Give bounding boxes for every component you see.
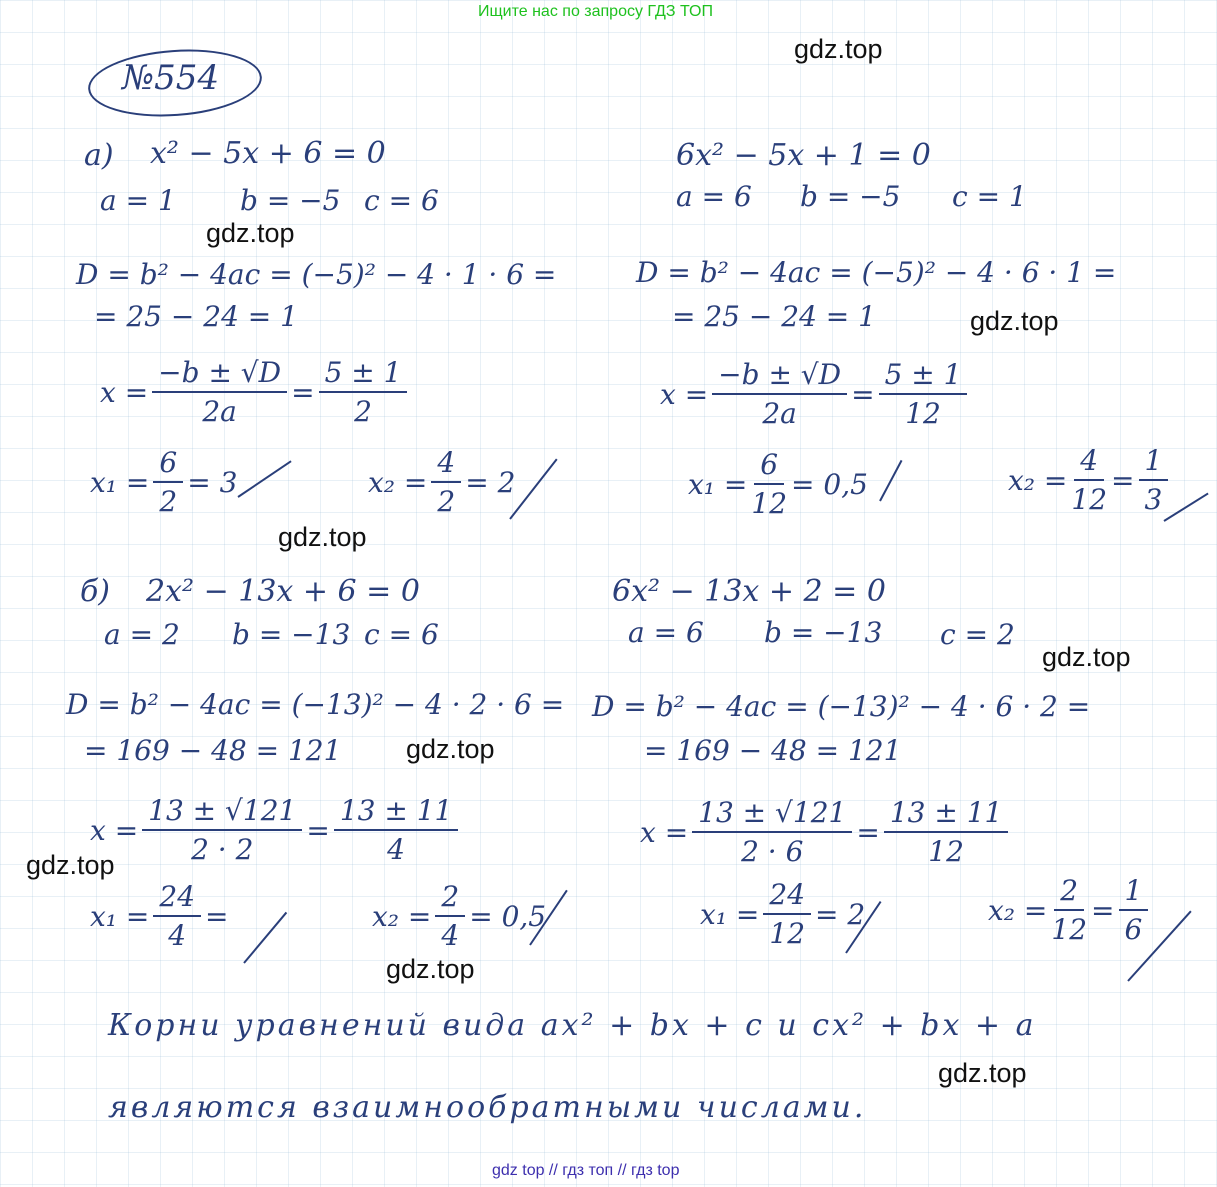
numerator: 2	[435, 880, 465, 917]
x-prefix: x =	[660, 377, 709, 411]
watermark: gdz.top	[938, 1058, 1027, 1088]
x1-value: =	[205, 899, 229, 933]
b-right-root-1	[700, 878, 865, 950]
b-right-discriminant: D = b² − 4ac = (−13)² − 4 · 6 · 2 =	[592, 690, 1091, 723]
denominator: 2	[354, 395, 372, 428]
fraction	[712, 358, 847, 430]
denominator: 2 · 2	[191, 833, 254, 866]
numerator: 5 ± 1	[319, 356, 408, 393]
x1-prefix: x₁ =	[90, 899, 150, 933]
equals: =	[291, 375, 315, 409]
fraction	[884, 796, 1009, 868]
check-stroke	[509, 458, 557, 519]
a-right-roots-formula	[660, 358, 971, 430]
denominator: 12	[905, 397, 941, 430]
x2-prefix: x₂ =	[372, 899, 432, 933]
b-right-coef-a: a = 6	[628, 616, 704, 649]
a-left-coef-b: b = −5	[240, 184, 341, 217]
numerator: 13 ± 11	[334, 794, 459, 831]
x1-value: = 3	[187, 465, 238, 499]
numerator: 5 ± 1	[879, 358, 968, 395]
equals: =	[306, 813, 330, 847]
numerator: 2	[1054, 874, 1084, 911]
a-right-discriminant: D = b² − 4ac = (−5)² − 4 · 6 · 1 =	[636, 256, 1117, 289]
equals: =	[1111, 463, 1135, 497]
denominator: 2	[159, 485, 178, 518]
numerator: 6	[754, 448, 784, 485]
equals: =	[1091, 893, 1115, 927]
x2-prefix: x₂ =	[1008, 463, 1068, 497]
numerator: 13 ± √121	[692, 796, 852, 833]
check-stroke	[237, 460, 291, 497]
denominator: 12	[769, 917, 806, 950]
a-right-root-2	[1008, 444, 1172, 516]
fraction	[319, 356, 408, 428]
check-stroke	[243, 912, 287, 964]
fraction	[142, 794, 302, 866]
denominator: 6	[1124, 913, 1143, 946]
b-left-coef-c: c = 6	[364, 618, 439, 651]
a-right-coef-b: b = −5	[800, 180, 901, 213]
fraction	[1119, 874, 1149, 946]
fraction	[152, 356, 287, 428]
numerator: 1	[1119, 874, 1149, 911]
a-left-root-1	[90, 446, 237, 518]
a-right-root-1	[688, 448, 868, 520]
fraction	[153, 880, 201, 952]
check-stroke	[879, 460, 902, 502]
b-left-discriminant: D = b² − 4ac = (−13)² − 4 · 2 · 6 =	[66, 688, 565, 721]
b-right-coef-b: b = −13	[764, 616, 883, 649]
b-left-discriminant-result: = 169 − 48 = 121	[84, 734, 342, 767]
b-right-discriminant-result: = 169 − 48 = 121	[644, 734, 902, 767]
fraction	[751, 448, 787, 520]
exercise-number: №554	[122, 58, 220, 98]
a-right-coef-a: a = 6	[676, 180, 752, 213]
numerator: 13 ± √121	[142, 794, 302, 831]
fraction	[1139, 444, 1169, 516]
numerator: 4	[431, 446, 461, 483]
denominator: 12	[1051, 913, 1088, 946]
fraction	[153, 446, 183, 518]
x2-value: = 0,5	[469, 899, 547, 933]
x2-value: = 2	[465, 465, 516, 499]
x1-prefix: x₁ =	[688, 467, 748, 501]
fraction	[879, 358, 968, 430]
a-left-root-2	[368, 446, 515, 518]
conclusion-line-2: являются взаимнообратными числами.	[108, 1090, 867, 1125]
watermark: gdz.top	[794, 34, 883, 64]
fraction	[1051, 874, 1087, 946]
top-banner: Ищите нас по запросу ГДЗ ТОП	[478, 3, 713, 20]
part-a-label: а)	[84, 138, 114, 173]
denominator: 12	[751, 487, 788, 520]
watermark: gdz.top	[278, 522, 367, 552]
x2-prefix: x₂ =	[988, 893, 1048, 927]
x1-value: = 0,5	[791, 467, 868, 501]
numerator: 1	[1139, 444, 1169, 481]
b-left-coef-b: b = −13	[232, 618, 351, 651]
part-b-label: б)	[80, 574, 111, 609]
x-prefix: x =	[640, 815, 689, 849]
numerator: 4	[1074, 444, 1104, 481]
numerator: 6	[153, 446, 183, 483]
denominator: 12	[1071, 483, 1108, 516]
a-left-equation: x² − 5x + 6 = 0	[150, 136, 386, 171]
b-left-roots-formula	[90, 794, 462, 866]
b-left-root-2	[372, 880, 546, 952]
denominator: 12	[928, 835, 964, 868]
denominator: 2	[437, 485, 456, 518]
numerator: −b ± √D	[152, 356, 287, 393]
a-left-discriminant-result: = 25 − 24 = 1	[94, 300, 298, 333]
fraction	[1071, 444, 1107, 516]
denominator: 2a	[202, 395, 237, 428]
b-right-root-2	[988, 874, 1152, 946]
b-left-coef-a: a = 2	[104, 618, 180, 651]
a-left-discriminant: D = b² − 4ac = (−5)² − 4 · 1 · 6 =	[76, 258, 557, 291]
fraction	[763, 878, 811, 950]
fraction	[334, 794, 459, 866]
x2-prefix: x₂ =	[368, 465, 428, 499]
watermark: gdz.top	[1042, 642, 1131, 672]
watermark: gdz.top	[970, 306, 1059, 336]
x-prefix: x =	[100, 375, 149, 409]
x-prefix: x =	[90, 813, 139, 847]
watermark: gdz.top	[206, 218, 295, 248]
fraction	[431, 446, 461, 518]
a-left-coef-c: c = 6	[364, 184, 439, 217]
a-right-coef-c: c = 1	[952, 180, 1027, 213]
b-right-equation: 6x² − 13x + 2 = 0	[612, 574, 886, 609]
conclusion-line-1: Корни уравнений вида ax² + bx + c и cx² + bx + a	[108, 1008, 1037, 1043]
numerator: 24	[153, 880, 201, 917]
x1-prefix: x₁ =	[90, 465, 150, 499]
x1-prefix: x₁ =	[700, 897, 760, 931]
a-right-equation: 6x² − 5x + 1 = 0	[676, 138, 931, 173]
denominator: 2 · 6	[741, 835, 804, 868]
watermark: gdz.top	[406, 734, 495, 764]
b-left-equation: 2x² − 13x + 6 = 0	[146, 574, 420, 609]
b-left-root-1	[90, 880, 229, 952]
denominator: 3	[1144, 483, 1163, 516]
fraction	[692, 796, 852, 868]
a-left-roots-formula	[100, 356, 411, 428]
x1-value: = 2	[815, 897, 866, 931]
a-right-discriminant-result: = 25 − 24 = 1	[672, 300, 876, 333]
denominator: 2a	[762, 397, 797, 430]
numerator: 13 ± 11	[884, 796, 1009, 833]
b-right-roots-formula	[640, 796, 1012, 868]
footer-links: gdz top // гдз топ // гдз top	[492, 1162, 680, 1179]
watermark: gdz.top	[386, 954, 475, 984]
numerator: −b ± √D	[712, 358, 847, 395]
a-left-coef-a: a = 1	[100, 184, 176, 217]
numerator: 24	[763, 878, 811, 915]
fraction	[435, 880, 465, 952]
b-right-coef-c: c = 2	[940, 618, 1015, 651]
denominator: 4	[441, 919, 460, 952]
equals: =	[856, 815, 880, 849]
denominator: 4	[168, 919, 187, 952]
equals: =	[851, 377, 875, 411]
denominator: 4	[387, 833, 405, 866]
watermark: gdz.top	[26, 850, 115, 880]
